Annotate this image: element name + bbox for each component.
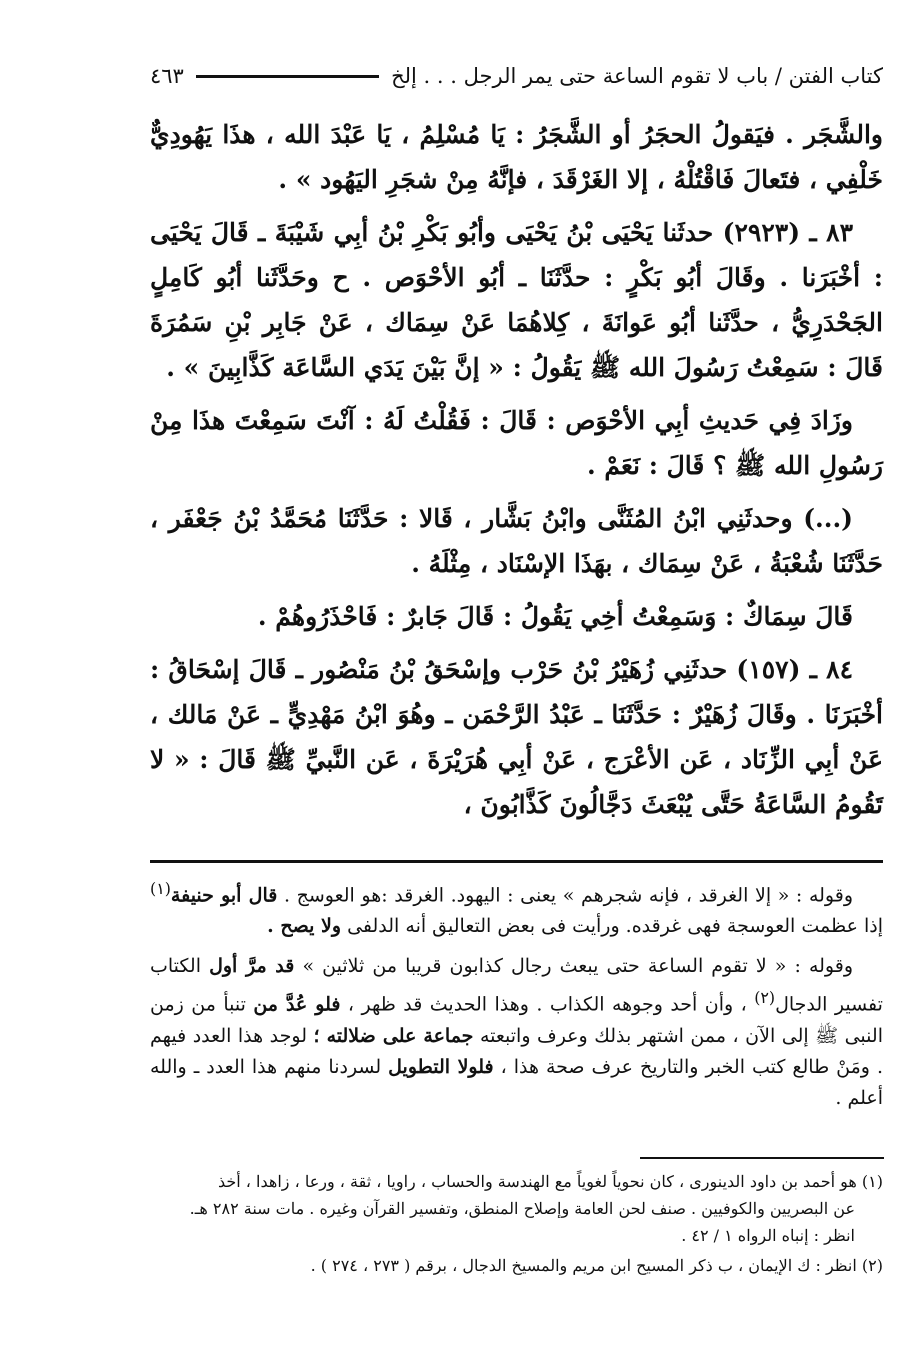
hadith-paragraph: وزَادَ فِي حَديثِ أبِي الأحْوَص : قَالَ : فَقُلْتُ لَهُ : آنْتَ سَمِعْتَ هذَا مِنْ رَسُولِ الله ﷺ ؟ قَالَ : نَعَمْ .	[150, 406, 883, 480]
commentary	[150, 873, 883, 1123]
commentary-text: لسردنا منهم هذا العدد ـ والله أعلم .	[150, 1055, 883, 1109]
footnotes	[150, 1168, 883, 1282]
commentary-paragraph	[150, 951, 883, 1113]
footnote-ref[interactable]: (١)	[150, 879, 171, 898]
page-number: ٤٦٣	[150, 64, 184, 88]
footnote-line: انظر : إنباه الرواه ١ / ٤٢ .	[681, 1226, 855, 1245]
hadith-text	[150, 112, 883, 835]
commentary-separator	[150, 860, 883, 863]
commentary-text: ، وأن أحد وجوهه الكذاب . وهذا الحديث قد ظهر ،	[347, 993, 747, 1016]
commentary-bold: فلو عُدَّ من	[253, 993, 341, 1016]
page-header	[150, 56, 883, 96]
commentary-bold: ولا يصح .	[267, 915, 342, 938]
footnote-line: (٢) انظر : ك الإيمان ، ب ذكر المسيح ابن مريم والمسيخ الدجال ، برقم ( ٢٧٣ ، ٢٧٤ ) .	[310, 1256, 883, 1275]
footnote-line: عن البصريين والكوفيين . صنف لحن العامة وإصلاح المنطق، وتفسير القرآن وغيره . مات سنة ٢٨٢ هـ.	[189, 1199, 855, 1218]
commentary-bold: قال أبو حنيفة	[170, 884, 278, 907]
hadith-paragraph: قَالَ سِمَاكٌ : وَسَمِعْتُ أخِي يَقُولُ : قَالَ جَابرٌ : فَاحْذَرُوهُمْ .	[257, 602, 853, 631]
hadith-paragraph: والشَّجَر . فيَقولُ الحجَرُ أو الشَّجَرُ : يَا مُسْلِمُ ، يَا عَبْدَ الله ، هذَا يَهُودِيٌّ خَلْفِي ، فتَعالَ فَاقْتُلْهُ ، إلا الغَرْقَدَ ، فإنَّهُ مِنْ شجَرِ اليَهُود » .	[150, 120, 883, 194]
commentary-text: تنبأ من زمن النبى ﷺ إلى الآن ، ممن اشتهر بذلك وعرف واتبعته	[150, 993, 883, 1047]
commentary-text: لوجد هذا العدد فيهم . ومَنْ طالع كتب الخبر والتاريخ عرف صحة هذا ،	[150, 1024, 883, 1078]
running-title: كتاب الفتن / باب لا تقوم الساعة حتى يمر الرجل . . . إلخ	[391, 64, 883, 88]
footnote-1	[150, 1168, 883, 1249]
footnote-2	[150, 1252, 883, 1279]
hadith-paragraph: ٨٣ ـ (٢٩٢٣) حدثَنا يَحْيَى بْنُ يَحْيَى وأبُو بَكْرِ بْنُ أبِي شَيْبَةَ ـ قَالَ يَحْيَى : أخْبَرَنا . وقَالَ أبُو بَكْرٍ : حدَّثَنَا ـ أبُو الأحْوَص . ح وحَدَّثَنا أبُو كَامِلٍ الجَحْدَرِيُّ ، حدَّثَنا أبُو عَوانَةَ ، كِلاهُمَا عَنْ سِمَاك ، عَنْ جَابِر بْنِ سَمُرَةَ قَالَ : سَمِعْتُ رَسُولَ الله ﷺ يَقُولُ : « إنَّ بَيْنَ يَدَي السَّاعَة كَذَّابِينَ » .	[150, 218, 883, 382]
commentary-text: وقوله : « إلا الغرقد ، فإنه شجرهم » يعنى : اليهود. الغرقد :هو العوسج .	[283, 884, 853, 907]
commentary-text: الكتاب تفسير الدجال	[150, 955, 883, 1016]
hadith-paragraph: ٨٤ ـ (١٥٧) حدثَنِي زُهَيْرُ بْنُ حَرْب وإسْحَقُ بْنُ مَنْصُور ـ قَالَ إسْحَاقُ : أخْبَرَنَا . وقَالَ زُهَيْرٌ : حَدَّثَنَا ـ عَبْدُ الرَّحْمَن ـ وهُوَ ابْنُ مَهْدِيٍّ ـ عَنْ مَالك ، عَنْ أبِي الزِّنَاد ، عَن الأعْرَج ، عَنْ أبِي هُرَيْرَةَ ، عَن النَّبيِّ ﷺ قَالَ : « لا تَقُومُ السَّاعَةُ حَتَّى يُبْعَثَ دَجَّالُونَ كَذَّابُونَ ،	[150, 655, 883, 819]
hadith-paragraph: (...) وحدثَنِي ابْنُ المُثَنَّى وابْنُ بَشَّار ، قَالا : حَدَّثَنَا مُحَمَّدُ بْنُ جَعْفَر ، حَدَّثَنَا شُعْبَةُ ، عَنْ سِمَاك ، بهَذَا الإسْنَاد ، مِثْلَهُ .	[150, 504, 883, 578]
footnote-ref[interactable]: (٢)	[754, 988, 776, 1008]
commentary-bold: جماعة على ضلالته ؛	[313, 1024, 474, 1047]
footnote-line: (١) هو أحمد بن داود الدينورى ، كان نحوياً لغوياً مع الهندسة والحساب ، راويا ، ثقة ، ورعا ، زاهدا ، أخذ	[217, 1172, 883, 1191]
commentary-text: إذا عظمت العوسجة فهى غرقده. ورأيت فى بعض التعاليق أنه الدلفى	[347, 915, 883, 938]
footnote-separator	[640, 1157, 884, 1159]
commentary-bold: فلولا التطويل	[388, 1055, 494, 1078]
commentary-paragraph	[150, 873, 883, 942]
commentary-bold: قد مرَّ أول	[209, 955, 295, 978]
commentary-text: وقوله : « لا تقوم الساعة حتى يبعث رجال كذابون قريبا من ثلاثين »	[302, 955, 854, 978]
header-rule	[196, 75, 379, 78]
